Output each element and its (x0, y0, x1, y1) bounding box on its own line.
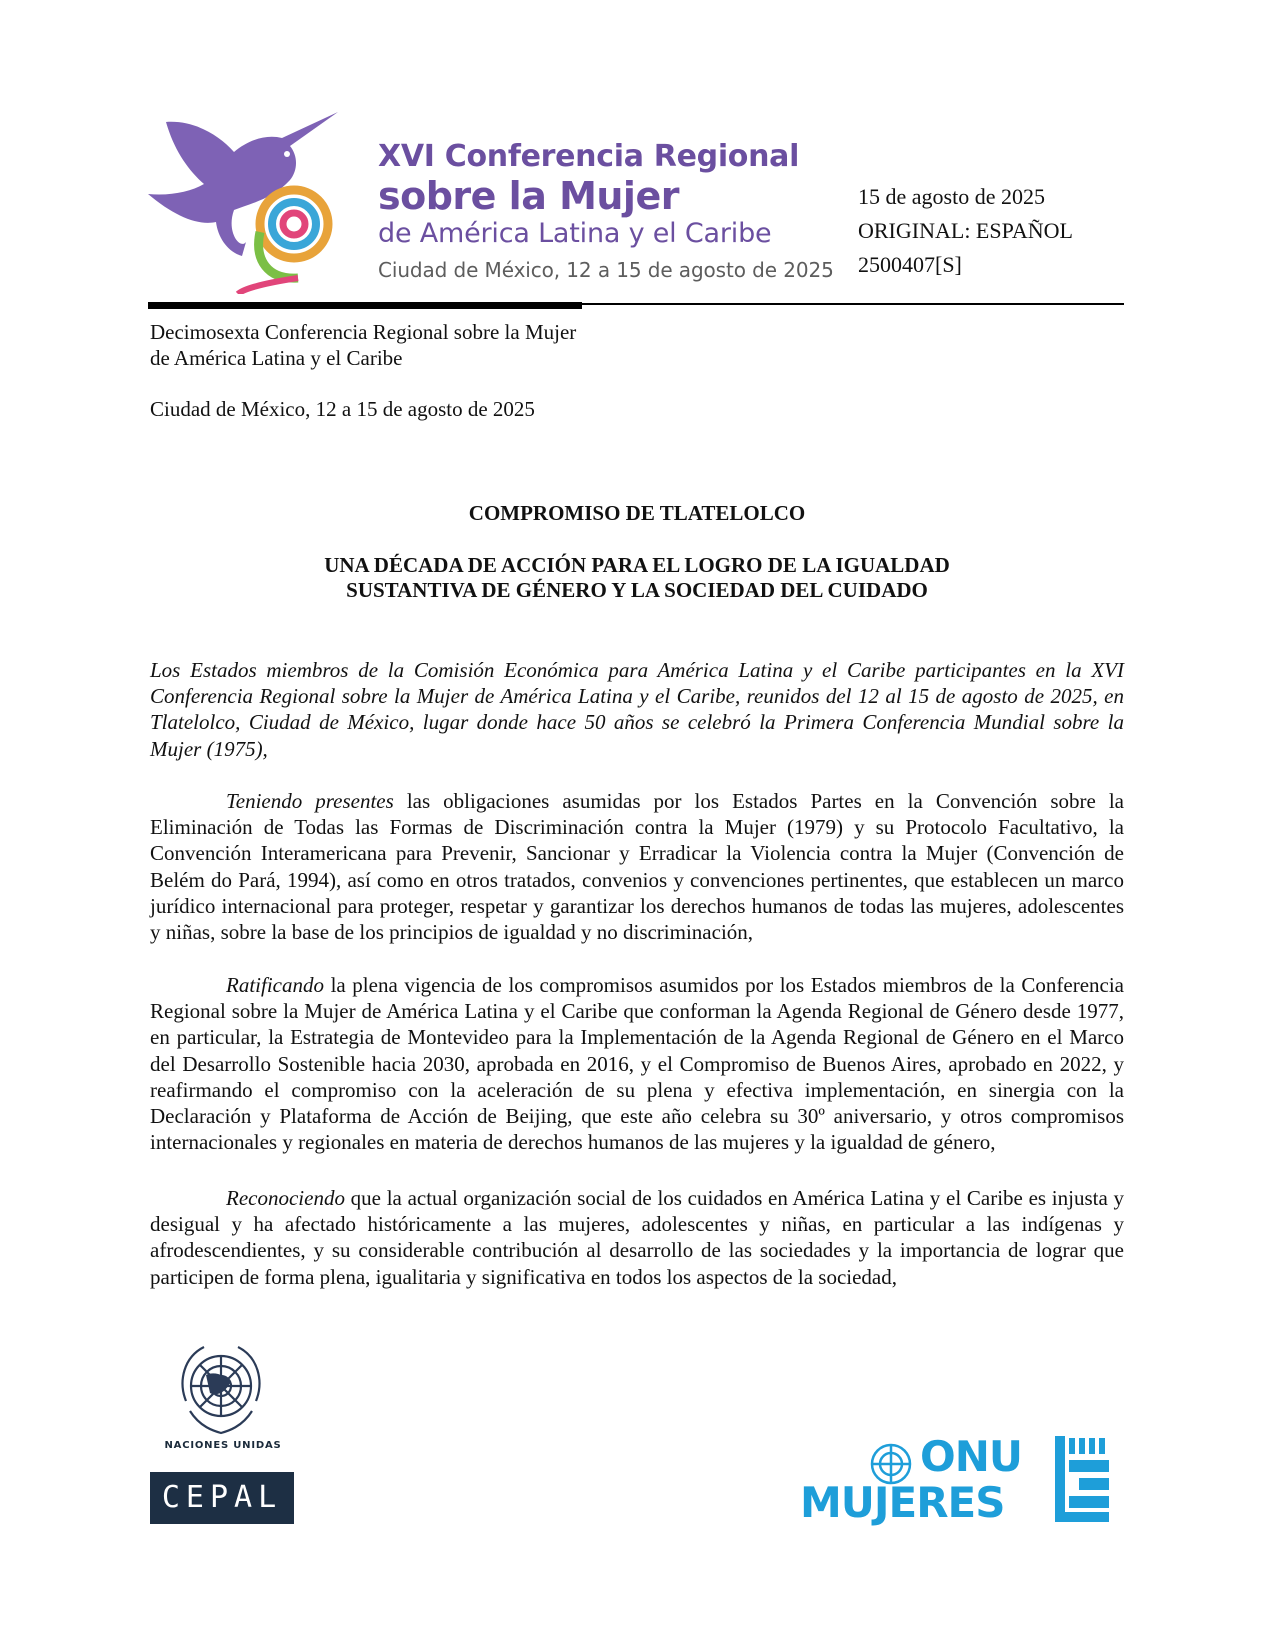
header-rule-thin (582, 303, 1124, 305)
conference-title-line2: sobre la Mujer (378, 174, 679, 218)
paragraph-lead: Ratificando (226, 973, 324, 997)
meeting-name-line2: de América Latina y el Caribe (150, 346, 403, 370)
document-title: COMPROMISO DE TLATELOLCO (468, 501, 806, 525)
paragraph-text: las obligaciones asumidas por los Estados Partes en la Convención sobre la Eliminación de Todas las Formas de Discriminación contra la Mujer (1979) y su Protocolo Facultativo, la Convención Interamericana para Prevenir, Sancionar y Erradicar la Violencia contra la Mujer (Convención de Belém do Pará, 1994), así como en otros tratados, convenios y convenciones pertinentes, que establecen un marco jurídico internacional para proteger, respetar y garantizar los derechos humanos de todas las mujeres, adolescentes y niñas, sobre la base de los principios de igualdad y no discriminación, (150, 789, 1124, 945)
un-emblem-icon (174, 1341, 268, 1435)
conference-title-line3: de América Latina y el Caribe (378, 218, 772, 249)
onu-mujeres-symbol-icon (1055, 1436, 1111, 1522)
conference-place-date: Ciudad de México, 12 a 15 de agosto de 2025 (378, 258, 834, 282)
paragraph-text: la plena vigencia de los compromisos asumidos por los Estados miembros de la Conferencia Regional sobre la Mujer de América Latina y el Caribe que conforman la Agenda Regional de Género desde 1977, en particular, la Estrategia de Montevideo para la Implementación de la Agenda Regional de Género en el Marco del Desarrollo Sostenible hacia 2030, aprobada en 2016, y el Compromiso de Buenos Aires, aprobado en 2022, y reafirmando el compromiso con la aceleración de su plena y efectiva implementación, en sinergia con la Declaración y Plataforma de Acción de Beijing, que este año celebra su 30º aniversario, y otros compromisos internacionales y regionales en materia de derechos humanos de las mujeres y la igualdad de género, (150, 973, 1124, 1155)
paragraph-reconociendo (150, 1185, 1124, 1290)
mujeres-wordmark: MUJERES (800, 1478, 1005, 1527)
document-subtitle-line2: SUSTANTIVA DE GÉNERO Y LA SOCIEDAD DEL CUIDADO (346, 578, 928, 602)
meeting-name-line1: Decimosexta Conferencia Regional sobre la Mujer (150, 320, 577, 344)
paragraph-lead: Reconociendo (226, 1186, 345, 1210)
cepal-logo: CEPAL (150, 1472, 294, 1524)
paragraph-lead: Teniendo presentes (226, 789, 394, 813)
meeting-place-date: Ciudad de México, 12 a 15 de agosto de 2025 (150, 397, 535, 421)
paragraph-text: que la actual organización social de los cuidados en América Latina y el Caribe es injusta y desigual y ha afectado históricamente a las mujeres, adolescentes y niñas, en particular a las indígenas y afrodescendientes, y su considerable contribución al desarrollo de las sociedades y la importancia de lograr que participen de forma plena, igualitaria y significativa en todos los aspectos de la sociedad, (150, 1186, 1124, 1289)
document-number: 2500407[S] (858, 252, 962, 277)
hummingbird-conference-logo (148, 112, 338, 294)
conference-title-line1: XVI Conferencia Regional (378, 139, 800, 174)
onu-wordmark: ONU (920, 1432, 1022, 1481)
intro-paragraph: Los Estados miembros de la Comisión Económica para América Latina y el Caribe participantes en la XVI Conferencia Regional sobre la Mujer de América Latina y el Caribe, reunidos del 12 al 15 de agosto de 2025, en Tlatelolco, Ciudad de México, lugar donde hace 50 años se celebró la Primera Conferencia Mundial sobre la Mujer (1975), (150, 658, 1124, 761)
paragraph-ratificando (150, 972, 1124, 1155)
document-date: 15 de agosto de 2025 (858, 184, 1045, 209)
document-subtitle-line1: UNA DÉCADA DE ACCIÓN PARA EL LOGRO DE LA IGUALDAD (324, 553, 950, 577)
un-label: NACIONES UNIDAS (164, 1440, 282, 1451)
document-original-language: ORIGINAL: ESPAÑOL (858, 218, 1073, 243)
paragraph-teniendo-presentes (150, 788, 1124, 945)
header-rule-thick (148, 302, 582, 309)
